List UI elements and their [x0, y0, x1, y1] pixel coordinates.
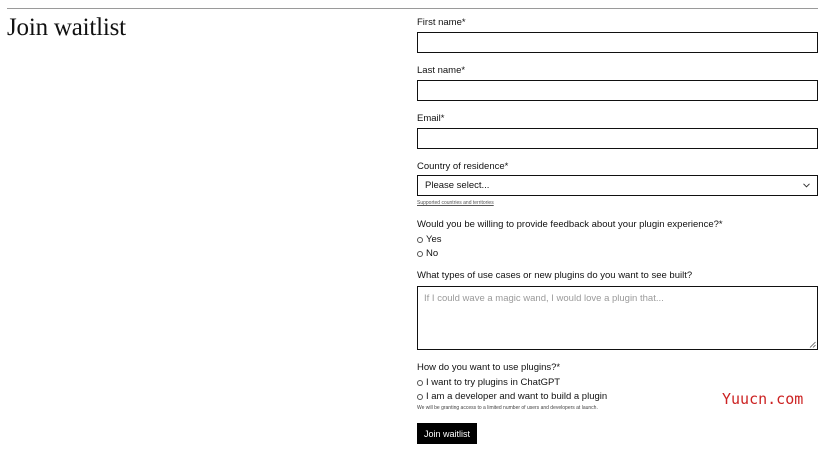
radio-button[interactable] [417, 380, 423, 386]
use-cases-textarea[interactable] [417, 286, 818, 350]
watermark: Yuucn.com [722, 390, 804, 408]
radio-label: I am a developer and want to build a plugin [426, 391, 608, 402]
country-select-value: Please select... [425, 180, 490, 191]
country-select[interactable] [417, 175, 818, 196]
join-waitlist-button[interactable]: Join waitlist [417, 423, 477, 444]
radio-button[interactable] [417, 394, 423, 400]
usage-label: How do you want to use plugins?* [417, 362, 561, 373]
feedback-option-yes[interactable] [417, 234, 442, 245]
radio-label: I want to try plugins in ChatGPT [426, 377, 561, 388]
radio-button[interactable] [417, 237, 423, 243]
radio-label: Yes [426, 234, 442, 245]
radio-button[interactable] [417, 251, 423, 257]
last-name-input[interactable] [417, 80, 818, 101]
access-fine-print: We will be granting access to a limited number of users and developers at launch. [417, 405, 598, 411]
first-name-label: First name* [417, 17, 466, 28]
radio-label: No [426, 248, 439, 259]
usage-option-developer[interactable] [417, 391, 607, 402]
first-name-input[interactable] [417, 32, 818, 53]
email-input[interactable] [417, 128, 818, 149]
supported-countries-link[interactable]: Supported countries and territories [417, 200, 494, 206]
usage-option-try[interactable] [417, 377, 560, 388]
email-label: Email* [417, 113, 445, 124]
top-divider [7, 8, 818, 9]
use-cases-label: What types of use cases or new plugins do you want to see built? [417, 270, 693, 281]
feedback-label: Would you be willing to provide feedback about your plugin experience?* [417, 219, 723, 230]
feedback-option-no[interactable] [417, 248, 438, 259]
page-title: Join waitlist [7, 14, 126, 41]
country-label: Country of residence* [417, 161, 509, 172]
chevron-down-icon [803, 181, 810, 190]
last-name-label: Last name* [417, 65, 466, 76]
